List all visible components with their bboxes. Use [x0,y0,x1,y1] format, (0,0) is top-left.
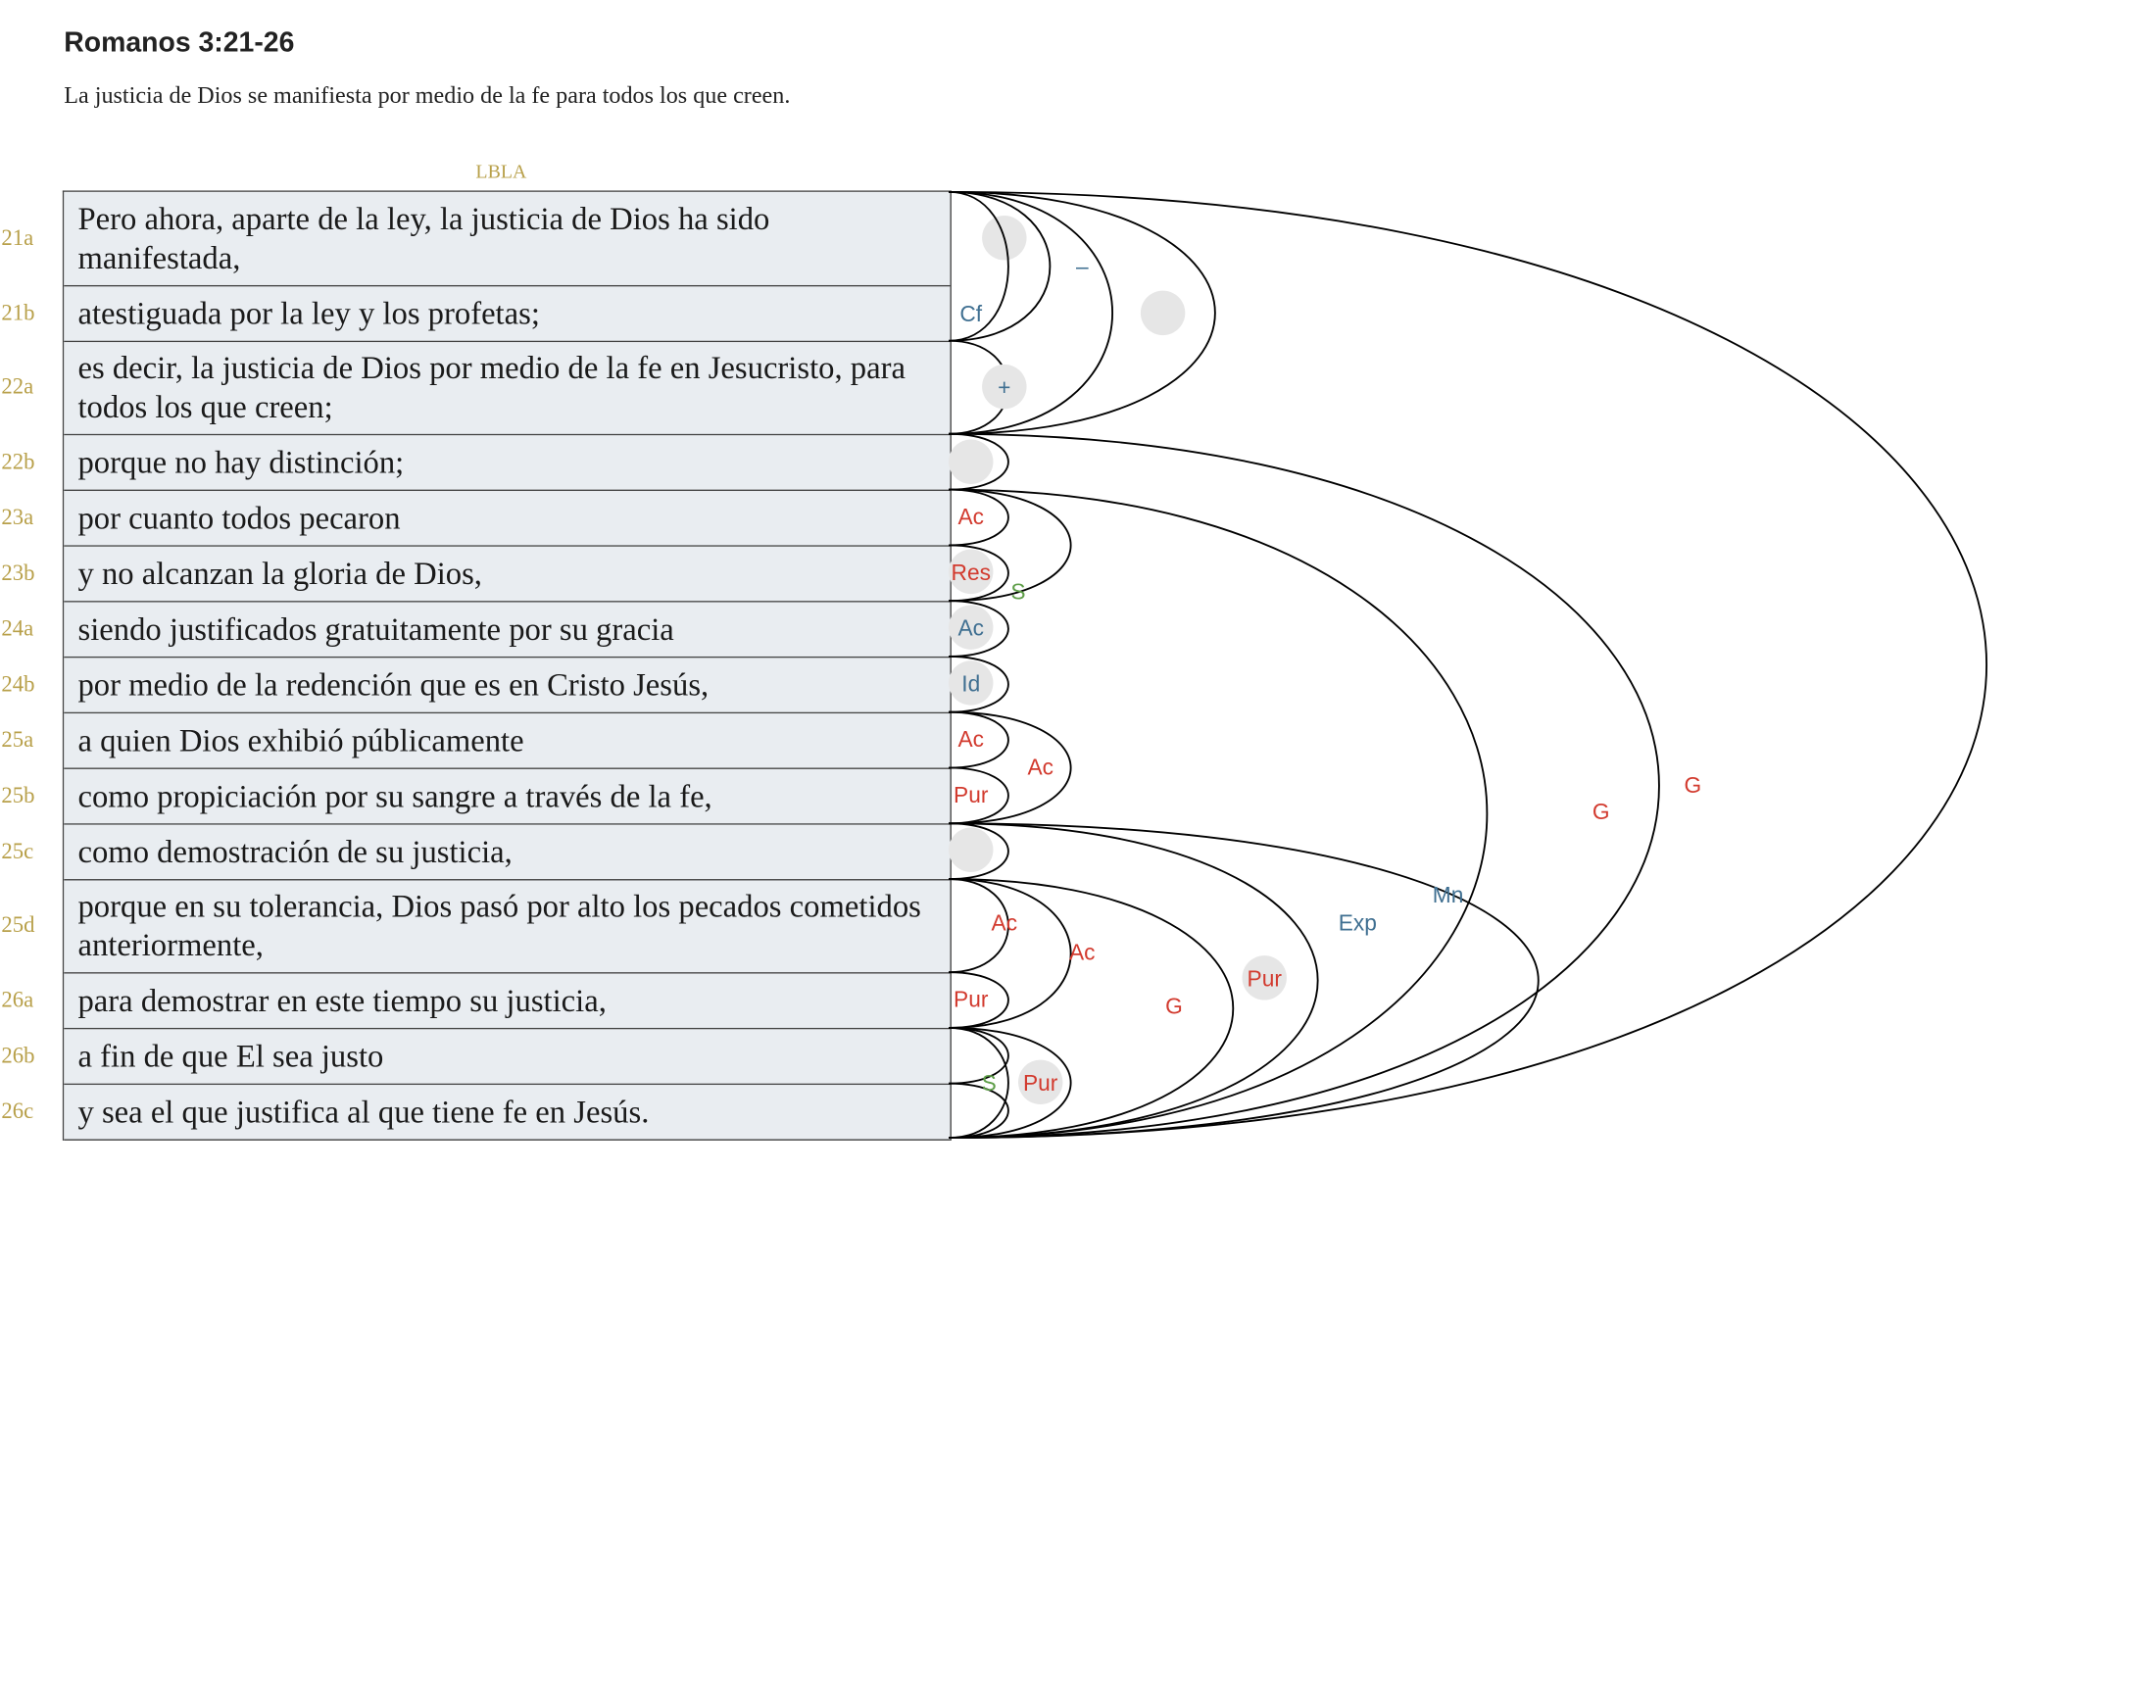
relation-label: Pur [954,986,989,1012]
verse-ref: 26b [1,1044,35,1068]
relation-label: Ac [957,614,984,641]
verse-text: como propiciación por su sangre a través de la fe, [77,778,712,813]
verse-ref: 25d [1,914,35,939]
relation-label: Cf [959,300,983,326]
verse-ref: 21a [1,226,34,251]
verse-text: siendo justificados gratuitamente por su gracia [77,611,674,647]
relation-label-bg [949,440,993,484]
relation-label: Ac [957,726,984,753]
verse-text: por medio de la redención que es en Cristo Jesús, [77,666,710,703]
verse-ref: 21b [1,301,35,326]
verse-text: atestiguada por la ley y los profetas; [77,295,540,331]
relation-label: Pur [954,781,989,807]
relation-label-bg [949,828,993,872]
relation-label: Ac [1027,754,1054,780]
verse-text: a fin de que El sea justo [77,1038,384,1074]
relation-arc [949,192,1986,1138]
verse-ref: 22b [1,450,35,474]
verse-ref: 24a [1,617,34,642]
relation-label: G [1165,993,1183,1019]
verse-text: Pero ahora, aparte de la ley, la justicia de Dios ha sido manifestada, [77,201,770,275]
verse-ref: 24b [1,672,35,697]
relation-label: Pur [1247,965,1282,992]
verse-text: y no alcanzan la gloria de Dios, [77,556,482,591]
verse-text: porque en su tolerancia, Dios pasó por alto los pecados cometidos anteriormente, [77,889,921,963]
version-label: LBLA [475,163,527,184]
relation-arc [949,1084,1008,1138]
relation-label: Exp [1338,909,1377,936]
relation-label: Ac [991,909,1018,936]
passage-summary: La justicia de Dios se manifiesta por medio de la fe para todos los que creen. [64,81,791,109]
relation-label-bg [1141,291,1185,335]
passage-title: Romanos 3:21-26 [64,27,295,59]
relation-label: + [998,374,1011,401]
verse-ref: 25a [1,728,34,753]
relation-label: – [1075,253,1089,279]
relation-arc [949,434,1659,1138]
relation-label: G [1592,799,1610,825]
relation-label: Res [951,559,991,585]
verse-ref: 26c [1,1099,34,1124]
relation-label: G [1684,772,1702,799]
relation-label: S [981,1069,997,1096]
verse-ref: 25c [1,840,34,864]
verse-text: como demostración de su justicia, [77,834,513,869]
relation-label: Ac [957,504,984,530]
verse-text: para demostrar en este tiempo su justicia, [77,983,607,1018]
verse-text: por cuanto todos pecaron [77,500,401,536]
verse-ref: 23b [1,561,35,586]
verse-text: porque no hay distinción; [77,444,405,480]
verse-text: a quien Dios exhibió públicamente [77,722,524,758]
relation-label: Mn [1432,882,1464,908]
verse-ref: 22a [1,375,34,400]
verse-ref: 25b [1,784,35,808]
verse-ref: 23a [1,506,34,530]
relation-label: Id [961,670,981,697]
relation-label: Ac [1069,939,1096,965]
verse-ref: 26a [1,989,34,1013]
relation-label: S [1010,578,1026,605]
relation-label: Pur [1023,1069,1058,1096]
verse-text: y sea el que justifica al que tiene fe en Jesús. [77,1094,650,1130]
verse-text: es decir, la justicia de Dios por medio de la fe en Jesucristo, para todos los que creen; [77,351,906,424]
relation-arc [949,1028,1008,1084]
